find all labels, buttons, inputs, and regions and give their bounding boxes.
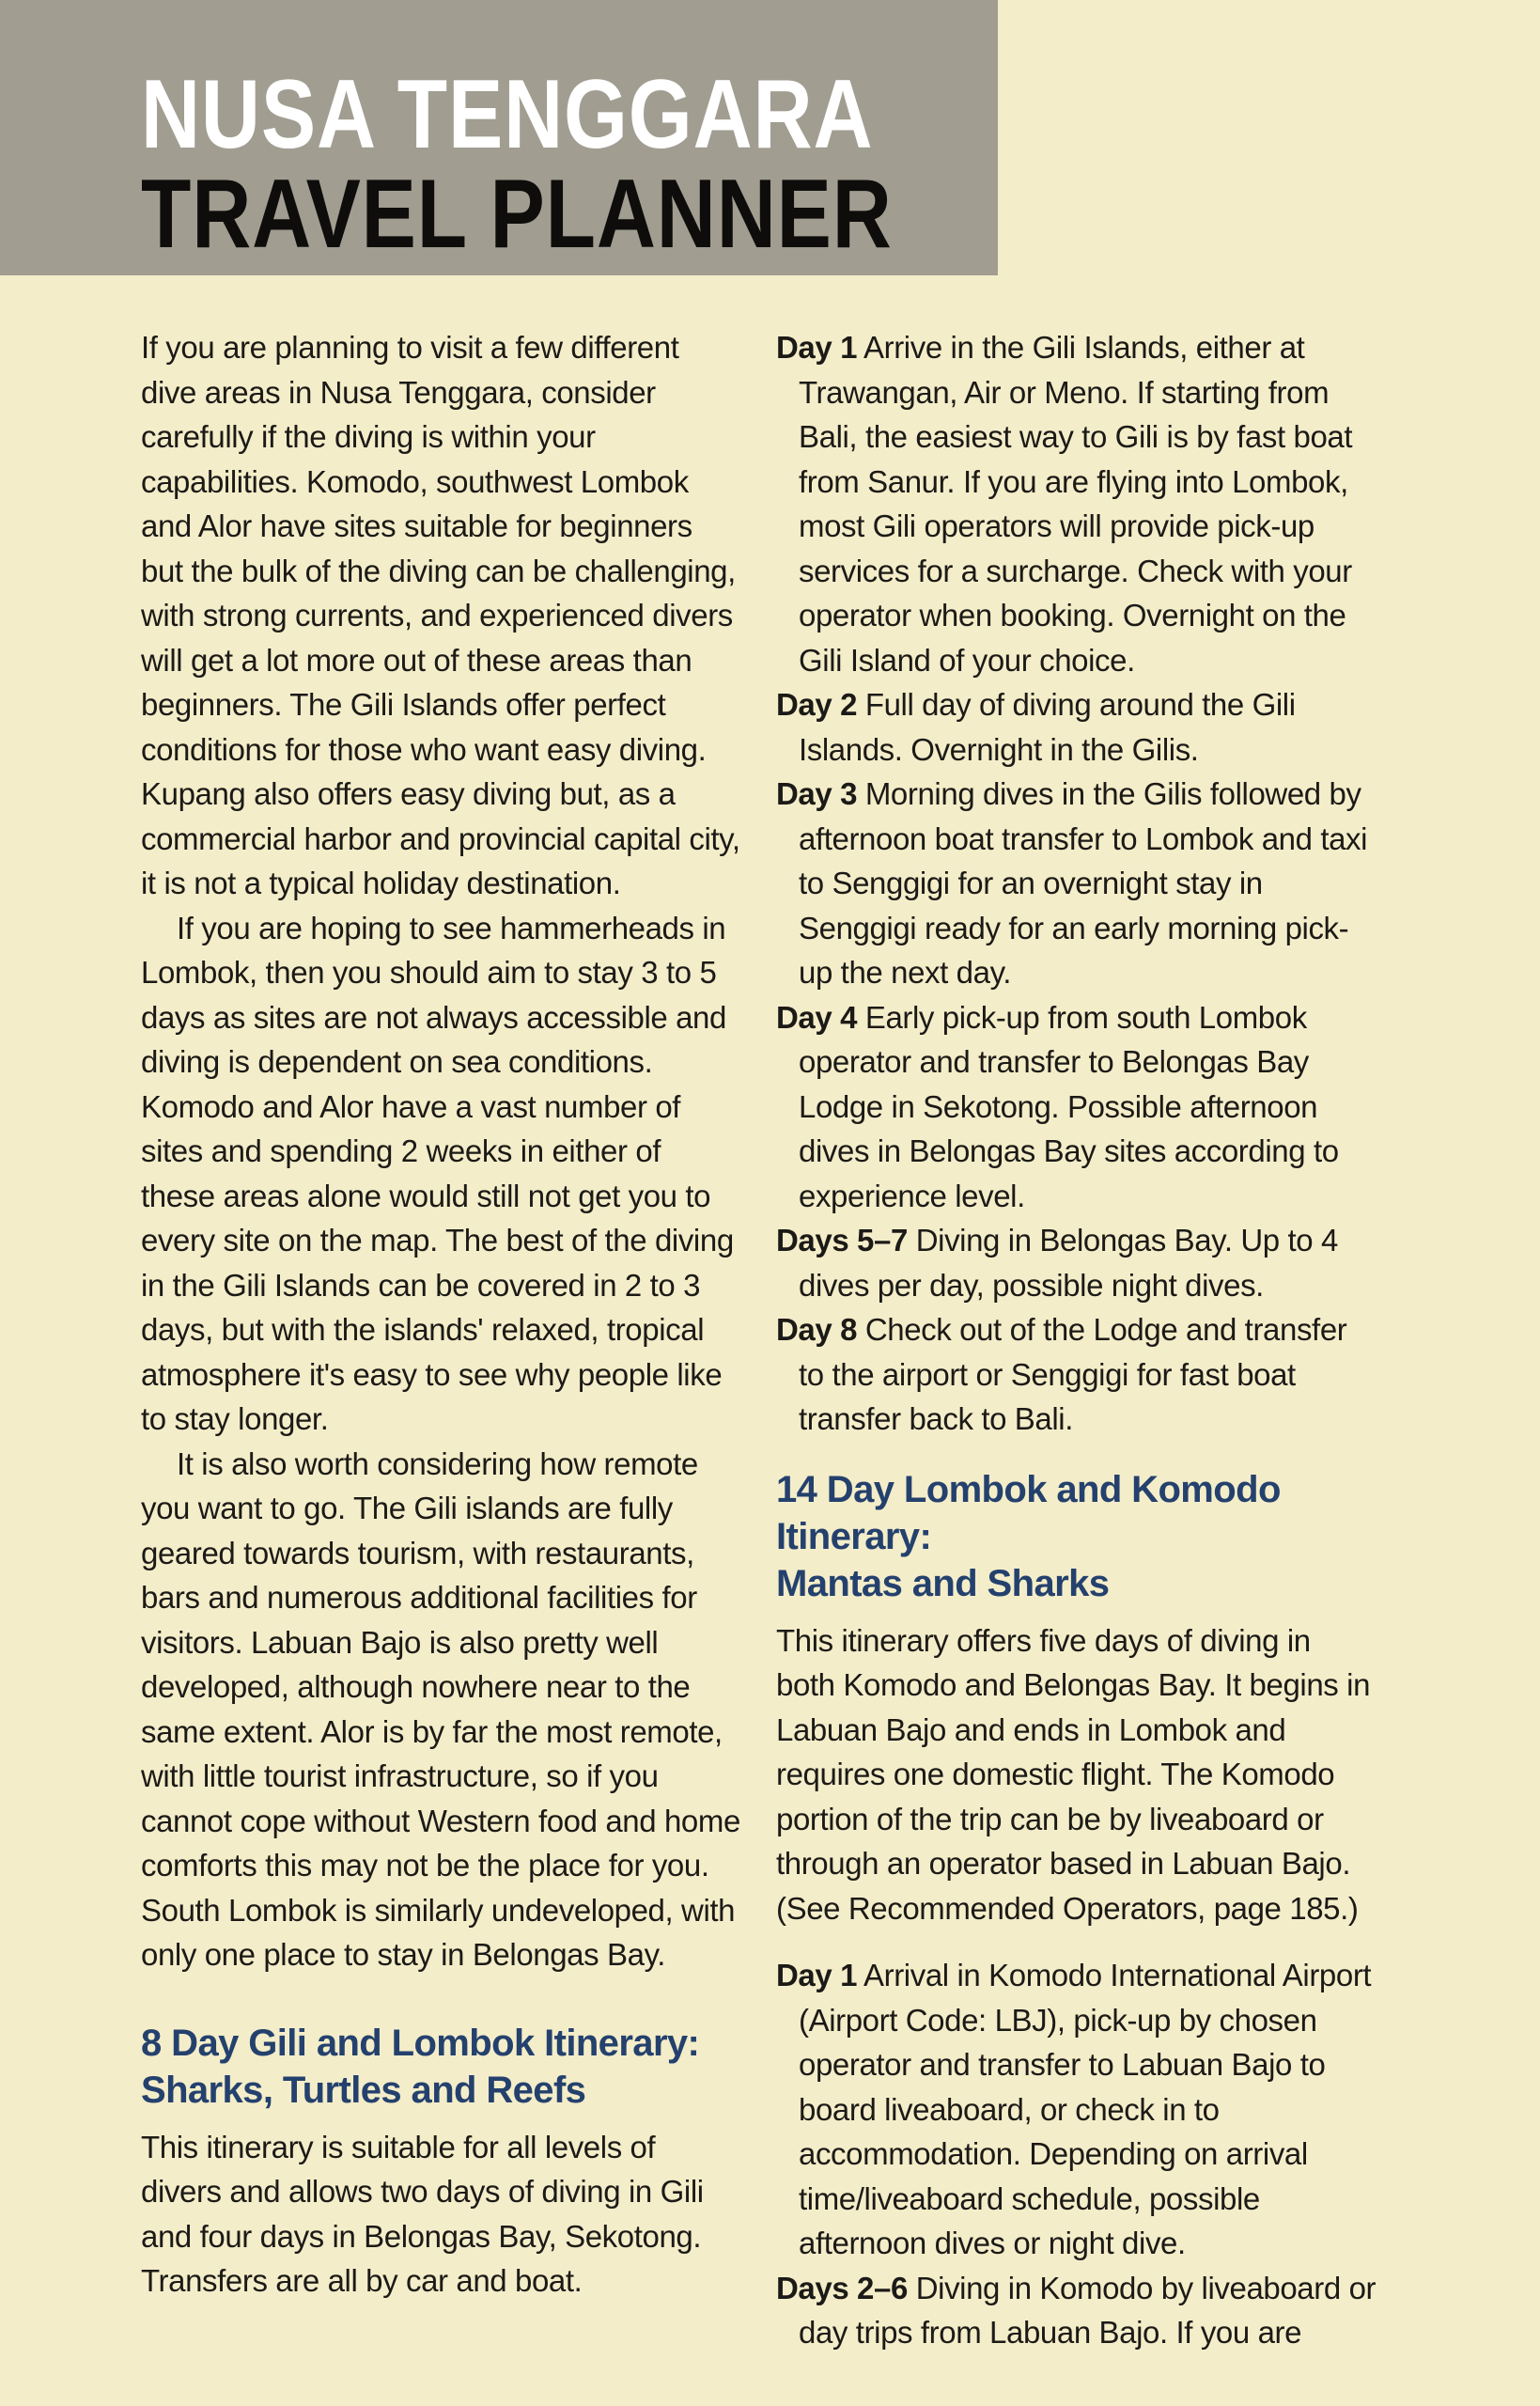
itinerary-8-day-list [776, 325, 1377, 1442]
left-column [141, 325, 742, 2304]
itinerary-14-day-list [776, 1953, 1377, 2355]
day-text: Check out of the Lodge and transfer to the airport or Senggigi for fast boat transfer back to Bali. [799, 1312, 1347, 1436]
day-item [776, 1307, 1377, 1442]
day-label: Day 8 [776, 1312, 858, 1347]
day-item [776, 772, 1377, 995]
title-banner [0, 0, 998, 275]
day-label: Days 5–7 [776, 1223, 908, 1258]
day-text: Diving in Belongas Bay. Up to 4 dives per day, possible night dives. [799, 1223, 1338, 1303]
day-text: Full day of diving around the Gili Islands. Overnight in the Gilis. [799, 687, 1296, 767]
page-title-line-1: NUSA TENGGARA [141, 60, 874, 169]
day-label: Day 4 [776, 999, 858, 1035]
day-text: Diving in Komodo by liveaboard or day trips from Labuan Bajo. If you are [799, 2270, 1377, 2350]
right-column [776, 325, 1377, 2355]
day-item [776, 1218, 1377, 1307]
day-label: Day 2 [776, 687, 858, 722]
day-label: Days 2–6 [776, 2270, 908, 2305]
itinerary-14-day-intro: This itinerary offers five days of diving in both Komodo and Belongas Bay. It begins in Labuan Bajo and ends in Lombok and requires one domestic flight. The Komodo portion of the trip can be by liveaboard or through an operator based in Labuan Bajo. (See Recommended Operators, page 185.) [776, 1622, 1371, 1926]
heading-line: Sharks, Turtles and Reefs [141, 2069, 586, 2111]
day-label: Day 1 [776, 1958, 858, 1992]
day-item [776, 325, 1377, 682]
intro-paragraph-1: If you are planning to visit a few different dive areas in Nusa Tenggara, consider carefully if the diving is within your capabilities. Komodo, southwest Lombok and Alor have sites suitable for beginners but the bulk of the diving can be challenging, with strong currents, and experienced divers will get a lot more out of these areas than beginners. The Gili Islands offer perfect conditions for those who want easy diving. Kupang also offers easy diving but, as a commercial harbor and provincial capital city, it is not a typical holiday destination. [141, 330, 740, 900]
itinerary-8-day-intro: This itinerary is suitable for all levels of divers and allows two days of diving in Gili and four days in Belongas Bay, Sekotong. Transfers are all by car and boat. [141, 2129, 704, 2298]
intro-paragraph-3: It is also worth considering how remote you want to go. The Gili islands are fully geared towards tourism, with restaurants, bars and numerous additional facilities for visitors. Labuan Bajo is also pretty well developed, although nowhere near to the same extent. Alor is by far the most remote, with little tourist infrastructure, so if you cannot cope without Western food and home comforts this may not be the place for you. South Lombok is similarly undeveloped, with only one place to stay in Belongas Bay. [141, 1445, 740, 1972]
day-item [776, 1953, 1377, 2266]
day-label: Day 1 [776, 330, 858, 365]
day-text: Early pick-up from south Lombok operator and transfer to Belongas Bay Lodge in Sekotong. Possible afternoon dives in Belongas Bay sites according to experience level. [799, 999, 1339, 1213]
day-text: Arrive in the Gili Islands, either at Trawangan, Air or Meno. If starting from Bali, the easiest way to Gili is by fast boat from Sanur. If you are flying into Lombok, most Gili operators will provide pick-up services for a surcharge. Check with your operator when booking. Overnight on the Gili Island of your choice. [799, 330, 1353, 678]
day-text: Arrival in Komodo International Airport (Airport Code: LBJ), pick-up by chosen operator and transfer to Labuan Bajo to board liveaboard, or check in to accommodation. Depending on arrival time/liveaboard schedule, possible afternoon dives or night dive. [799, 1958, 1372, 2260]
day-item [776, 2266, 1377, 2355]
day-item [776, 682, 1377, 772]
section-heading-8-day [141, 2020, 742, 2114]
heading-line: Mantas and Sharks [776, 1562, 1110, 1604]
day-label: Day 3 [776, 776, 858, 811]
heading-line: 8 Day Gili and Lombok Itinerary: [141, 2022, 700, 2064]
heading-line: 14 Day Lombok and Komodo Itinerary: [776, 1468, 1281, 1557]
section-heading-14-day [776, 1466, 1377, 1607]
day-text: Morning dives in the Gilis followed by afternoon boat transfer to Lombok and taxi to Senggigi for an overnight stay in Senggigi ready for an early morning pick-up the next day. [799, 776, 1368, 990]
day-item [776, 995, 1377, 1219]
intro-paragraph-2: If you are hoping to see hammerheads in Lombok, then you should aim to stay 3 to 5 days as sites are not always accessible and diving is dependent on sea conditions. Komodo and Alor have a vast number of sites and spending 2 weeks in either of these areas alone would still not get you to every site on the map. The best of the diving in the Gili Islands can be covered in 2 to 3 days, but with the islands' relaxed, tropical atmosphere it's easy to see why people like to stay longer. [141, 910, 734, 1436]
page-title-line-2: TRAVEL PLANNER [141, 160, 893, 269]
